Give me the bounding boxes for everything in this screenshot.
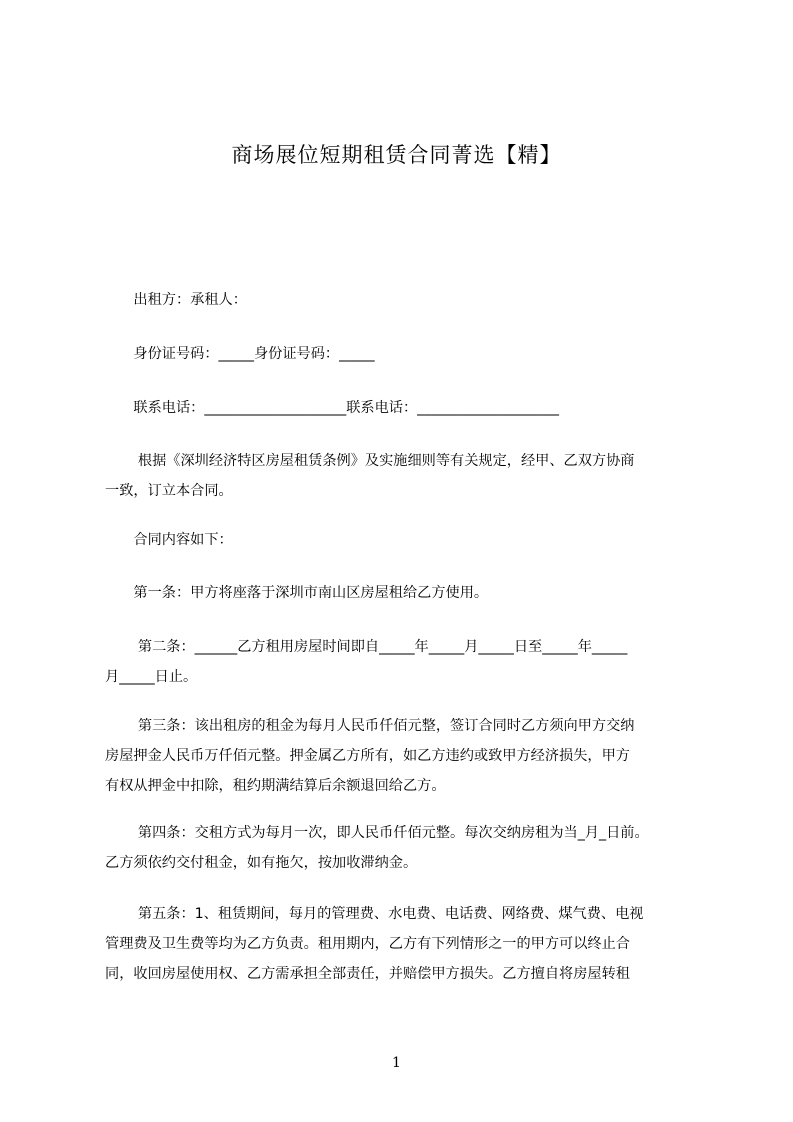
document-title: 商场展位短期租赁合同菁选【精】 — [231, 143, 562, 167]
paragraph-article-2 — [105, 632, 705, 692]
text-line: 合同内容如下： — [105, 532, 233, 548]
paragraph-article-3 — [105, 711, 705, 801]
text-line: 有权从押金中扣除，租约期满结算后余额退回给乙方。 — [105, 778, 446, 794]
text-line: 一致，订立本合同。 — [105, 483, 233, 499]
text-line: 第二条：______乙方租用房屋时间即自_____年_____月_____日至_____年_____ — [105, 639, 628, 655]
text-line: 联系电话：____________________联系电话：____________________ — [105, 400, 560, 416]
text-line: 第三条：该出租房的租金为每月人民币仟佰元整，签订合同时乙方须向甲方交纳 — [105, 718, 635, 734]
paragraph-phone-numbers — [105, 393, 705, 423]
paragraph-article-4 — [105, 818, 705, 878]
paragraph-id-numbers — [105, 339, 705, 369]
text-line: 同，收回房屋使用权、乙方需承担全部责任，并赔偿甲方损失。乙方擅自将房屋转租 — [105, 966, 630, 982]
text-line: 第五条：1、租赁期间，每月的管理费、水电费、电话费、网络费、煤气费、电视 — [105, 906, 644, 922]
text-line: 身份证号码：_____身份证号码：_____ — [105, 346, 375, 362]
text-line: 月_____日止。 — [105, 669, 198, 685]
text-line: 房屋押金人民币万仟佰元整。押金属乙方所有，如乙方违约或致甲方经济损失，甲方 — [105, 748, 630, 764]
text-line: 乙方须依约交付租金，如有拖欠，按加收滞纳金。 — [105, 855, 418, 871]
paragraph-parties — [105, 285, 705, 315]
text-line: 第一条：甲方将座落于深圳市南山区房屋租给乙方使用。 — [105, 585, 489, 601]
page-number: 1 — [392, 1055, 401, 1071]
text-line: 第四条：交租方式为每月一次，即人民币仟佰元整。每次交纳房租为当_月_日前。 — [105, 825, 649, 841]
text-line: 管理费及卫生费等均为乙方负责。租用期内，乙方有下列情形之一的甲方可以终止合 — [105, 936, 630, 952]
text-line: 出租方：承租人： — [105, 292, 247, 308]
text-line: 根据《深圳经济特区房屋租赁条例》及实施细则等有关规定，经甲、乙双方协商 — [105, 453, 635, 469]
paragraph-article-5 — [105, 899, 705, 989]
paragraph-contents-intro — [105, 525, 705, 555]
paragraph-article-1 — [105, 578, 705, 608]
paragraph-basis — [105, 446, 705, 506]
